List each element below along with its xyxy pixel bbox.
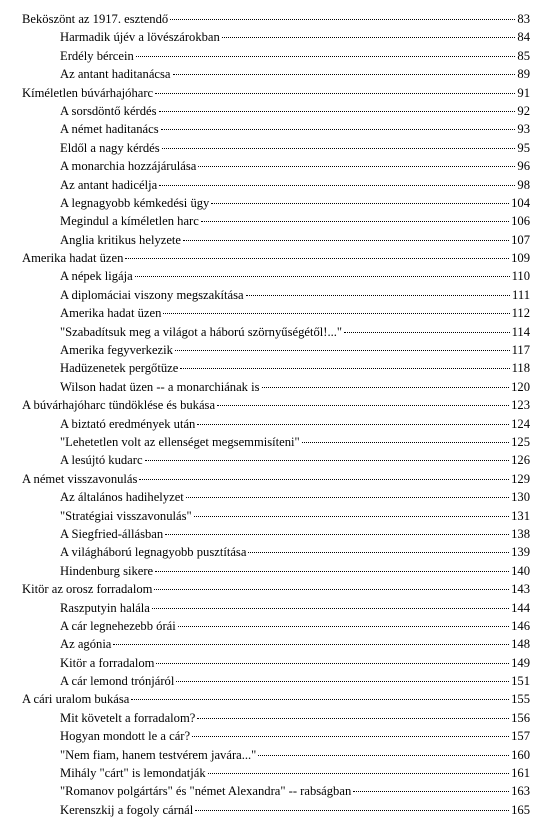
toc-page-number: 91: [517, 85, 530, 100]
toc-chapter-row: [22, 580, 530, 598]
toc-entry-title: Az általános hadihelyzet: [60, 490, 184, 505]
dot-leader: [194, 516, 509, 517]
toc-chapter-row: [22, 84, 530, 102]
toc-page-number: 98: [517, 177, 530, 192]
dot-leader: [302, 442, 509, 443]
toc-page-number: 107: [511, 232, 530, 247]
toc-page-number: 92: [517, 103, 530, 118]
toc-section-row: [22, 157, 530, 175]
toc-page-number: 89: [517, 67, 530, 82]
dot-leader: [131, 699, 509, 700]
toc-page-number: 165: [511, 802, 530, 817]
toc-section-row: [22, 488, 530, 506]
dot-leader: [163, 313, 509, 314]
toc-page-number: 106: [511, 214, 530, 229]
toc-page-number: 104: [511, 195, 530, 210]
toc-chapter-row: [22, 396, 530, 414]
toc-entry-title: Megindul a kíméletlen harc: [60, 214, 199, 229]
dot-leader: [186, 497, 509, 498]
dot-leader: [125, 258, 509, 259]
toc-page-number: 130: [511, 490, 530, 505]
toc-entry-title: "Romanov polgártárs" és "német Alexandra" -- rabságban: [60, 784, 352, 799]
dot-leader: [217, 405, 509, 406]
toc-entry-title: A búvárhajóharc tündöklése és bukása: [22, 398, 216, 413]
toc-page-number: 95: [517, 140, 530, 155]
toc-page-number: 148: [511, 637, 530, 652]
toc-section-row: [22, 286, 530, 304]
toc-page-number: 125: [511, 434, 530, 449]
table-of-contents: [22, 10, 530, 819]
toc-page-number: 123: [511, 398, 530, 413]
toc-section-row: [22, 617, 530, 635]
dot-leader: [248, 552, 509, 553]
toc-section-row: [22, 47, 530, 65]
toc-page-number: 163: [511, 784, 530, 799]
toc-page-number: 96: [517, 159, 530, 174]
dot-leader: [170, 19, 515, 20]
dot-leader: [135, 276, 510, 277]
dot-leader: [162, 148, 516, 149]
toc-entry-title: A német haditanács: [60, 122, 159, 137]
toc-page-number: 149: [511, 655, 530, 670]
toc-section-row: [22, 341, 530, 359]
toc-entry-title: Mihály "cárt" is lemondatják: [60, 766, 206, 781]
dot-leader: [159, 111, 516, 112]
dot-leader: [155, 93, 515, 94]
toc-section-row: [22, 323, 530, 341]
toc-page-number: 112: [511, 306, 530, 321]
toc-section-row: [22, 709, 530, 727]
toc-entry-title: Beköszönt az 1917. esztendő: [22, 12, 169, 26]
toc-entry-title: Kitör az orosz forradalom: [22, 582, 153, 597]
toc-page-number: 131: [511, 508, 530, 523]
dot-leader: [353, 791, 509, 792]
dot-leader: [208, 773, 509, 774]
toc-page-number: 160: [511, 747, 530, 762]
dot-leader: [156, 663, 509, 664]
toc-section-row: [22, 764, 530, 782]
toc-section-row: [22, 782, 530, 800]
toc-section-row: [22, 746, 530, 764]
toc-page-number: 161: [511, 766, 530, 781]
toc-page-number: 155: [511, 692, 530, 707]
dot-leader: [195, 810, 509, 811]
toc-entry-title: "Szabadítsuk meg a világot a háború szörnyűségétől!...": [60, 324, 343, 339]
toc-entry-title: A lesújtó kudarc: [60, 453, 143, 468]
toc-section-row: [22, 231, 530, 249]
toc-section-row: [22, 359, 530, 377]
toc-entry-title: Hindenburg sikere: [60, 563, 154, 578]
toc-section-row: [22, 176, 530, 194]
toc-entry-title: Kerenszkij a fogoly cárnál: [60, 802, 194, 817]
toc-section-row: [22, 672, 530, 690]
toc-chapter-row: [22, 690, 530, 708]
toc-entry-title: A biztató eredmények után: [60, 416, 196, 431]
toc-entry-title: Hogyan mondott le a cár?: [60, 729, 191, 744]
dot-leader: [154, 589, 509, 590]
toc-section-row: [22, 378, 530, 396]
dot-leader: [173, 74, 516, 75]
toc-entry-title: A világháború legnagyobb pusztítása: [60, 545, 247, 560]
toc-entry-title: Mit követelt a forradalom?: [60, 710, 196, 725]
toc-section-row: [22, 727, 530, 745]
toc-section-row: [22, 451, 530, 469]
toc-section-row: [22, 65, 530, 83]
toc-section-row: [22, 102, 530, 120]
dot-leader: [262, 387, 510, 388]
toc-page-number: 126: [511, 453, 530, 468]
dot-leader: [258, 755, 509, 756]
toc-section-row: [22, 415, 530, 433]
dot-leader: [192, 736, 509, 737]
toc-entry-title: A sorsdöntő kérdés: [60, 103, 157, 118]
toc-entry-title: Anglia kritikus helyzete: [60, 232, 182, 247]
toc-section-row: [22, 525, 530, 543]
toc-page-number: 124: [511, 416, 530, 431]
dot-leader: [155, 571, 509, 572]
toc-section-row: [22, 212, 530, 230]
dot-leader: [176, 681, 509, 682]
toc-page-number: 146: [511, 618, 530, 633]
toc-page-number: 110: [511, 269, 530, 284]
toc-section-row: [22, 433, 530, 451]
toc-chapter-row: [22, 470, 530, 488]
toc-entry-title: A cári uralom bukása: [22, 692, 130, 707]
toc-entry-title: A legnagyobb kémkedési ügy: [60, 195, 210, 210]
toc-page-number: 93: [517, 122, 530, 137]
toc-page-number: 157: [511, 729, 530, 744]
toc-page-number: 83: [517, 12, 530, 26]
dot-leader: [136, 56, 516, 57]
toc-entry-title: Amerika fegyverkezik: [60, 343, 173, 358]
toc-entry-title: Eldől a nagy kérdés: [60, 140, 160, 155]
toc-entry-title: Az agónia: [60, 637, 112, 652]
toc-section-row: [22, 507, 530, 525]
toc-entry-title: Kíméletlen búvárhajóharc: [22, 85, 154, 100]
toc-entry-title: "Stratégiai visszavonulás": [60, 508, 192, 523]
toc-section-row: [22, 120, 530, 138]
dot-leader: [175, 350, 510, 351]
dot-leader: [183, 240, 509, 241]
toc-entry-title: Az antant hadicélja: [60, 177, 158, 192]
dot-leader: [159, 185, 515, 186]
toc-entry-title: A cár lemond trónjáról: [60, 674, 175, 689]
toc-entry-title: Harmadik újév a lövészárokban: [60, 30, 220, 45]
dot-leader: [197, 424, 509, 425]
toc-page-number: 111: [512, 287, 530, 302]
toc-page-number: 109: [511, 251, 530, 266]
toc-chapter-row: [22, 249, 530, 267]
dot-leader: [139, 479, 509, 480]
toc-section-row: [22, 654, 530, 672]
toc-entry-title: A monarchia hozzájárulása: [60, 159, 197, 174]
toc-page-number: 129: [511, 471, 530, 486]
toc-section-row: [22, 267, 530, 285]
toc-page-number: 114: [511, 324, 530, 339]
dot-leader: [152, 608, 509, 609]
dot-leader: [165, 534, 509, 535]
toc-section-row: [22, 28, 530, 46]
dot-leader: [201, 221, 509, 222]
toc-entry-title: Raszputyin halála: [60, 600, 150, 615]
dot-leader: [222, 37, 516, 38]
toc-page-number: 120: [511, 379, 530, 394]
toc-entry-title: A Siegfried-állásban: [60, 526, 164, 541]
dot-leader: [198, 166, 515, 167]
toc-section-row: [22, 304, 530, 322]
toc-page-number: 85: [517, 48, 530, 63]
toc-page-number: 117: [511, 343, 530, 358]
toc-entry-title: Wilson hadat üzen -- a monarchiának is: [60, 379, 260, 394]
dot-leader: [161, 129, 516, 130]
dot-leader: [178, 626, 509, 627]
toc-chapter-row: [22, 10, 530, 28]
dot-leader: [180, 368, 509, 369]
toc-section-row: [22, 635, 530, 653]
toc-page-number: 156: [511, 710, 530, 725]
toc-section-row: [22, 562, 530, 580]
toc-entry-title: Kitör a forradalom: [60, 655, 155, 670]
toc-page-number: 138: [511, 526, 530, 541]
toc-page-number: 118: [511, 361, 530, 376]
toc-entry-title: Hadüzenetek pergőtüze: [60, 361, 179, 376]
toc-section-row: [22, 599, 530, 617]
toc-section-row: [22, 801, 530, 819]
toc-entry-title: A diplomáciai viszony megszakítása: [60, 287, 244, 302]
toc-page-number: 151: [511, 674, 530, 689]
dot-leader: [344, 332, 510, 333]
toc-entry-title: Az antant haditanácsa: [60, 67, 171, 82]
toc-entry-title: A német visszavonulás: [22, 471, 138, 486]
toc-page-number: 139: [511, 545, 530, 560]
toc-entry-title: "Nem fiam, hanem testvérem javára...": [60, 747, 257, 762]
dot-leader: [113, 644, 509, 645]
toc-section-row: [22, 194, 530, 212]
toc-page-number: 144: [511, 600, 530, 615]
toc-page-number: 143: [511, 582, 530, 597]
toc-entry-title: Amerika hadat üzen: [22, 251, 124, 266]
toc-section-row: [22, 139, 530, 157]
toc-page-number: 84: [517, 30, 530, 45]
toc-entry-title: A cár legnehezebb órái: [60, 618, 176, 633]
toc-entry-title: Amerika hadat üzen: [60, 306, 162, 321]
dot-leader: [145, 460, 510, 461]
toc-entry-title: Erdély bércein: [60, 48, 134, 63]
dot-leader: [197, 718, 509, 719]
toc-entry-title: A népek ligája: [60, 269, 133, 284]
toc-entry-title: "Lehetetlen volt az ellenséget megsemmisíteni": [60, 434, 300, 449]
toc-section-row: [22, 543, 530, 561]
dot-leader: [211, 203, 509, 204]
dot-leader: [246, 295, 510, 296]
toc-page-number: 140: [511, 563, 530, 578]
